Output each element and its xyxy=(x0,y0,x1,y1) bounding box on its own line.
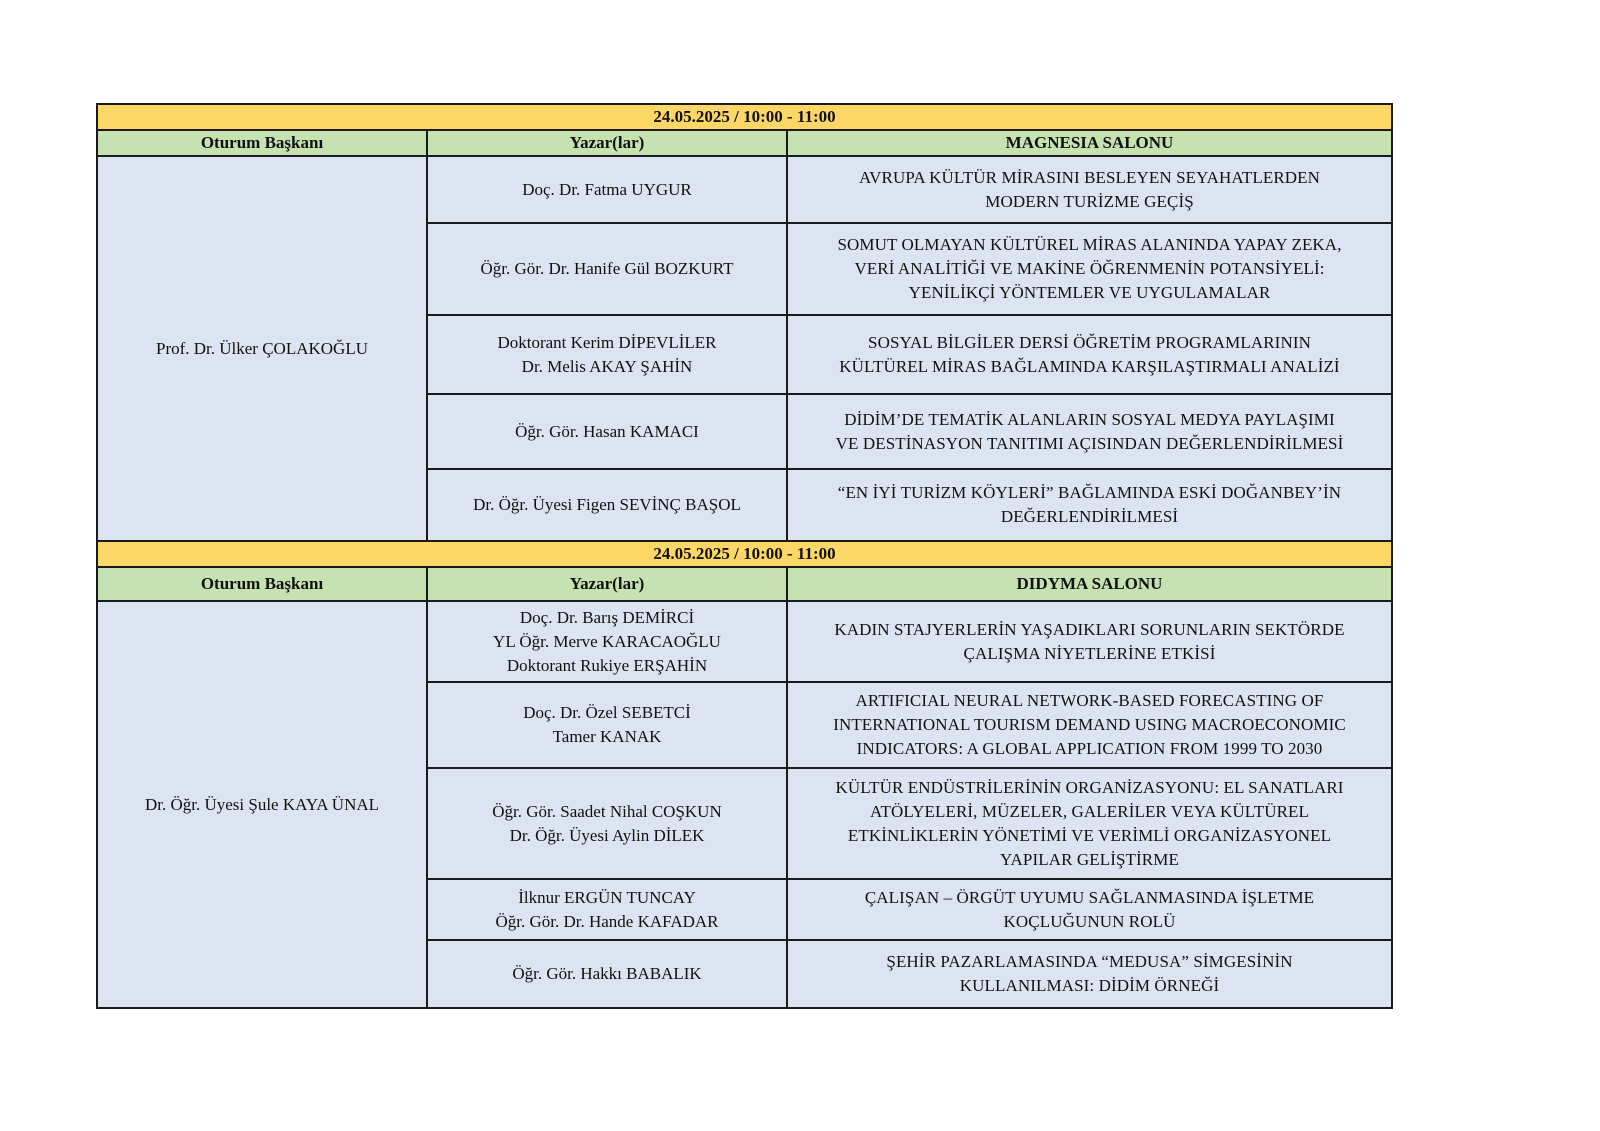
paper-title: ARTIFICIAL NEURAL NETWORK-BASED FORECASTING OF INTERNATIONAL TOURISM DEMAND USING MACROECONOMIC INDICATORS: A GLOBAL APPLICATION FROM 1999 TO 2030 xyxy=(787,682,1392,768)
paper-authors: Öğr. Gör. Dr. Hanife Gül BOZKURT xyxy=(427,223,787,315)
paper-title: KADIN STAJYERLERİN YAŞADIKLARI SORUNLARIN SEKTÖRDE ÇALIŞMA NİYETLERİNE ETKİSİ xyxy=(787,601,1392,682)
authors-column-header: Yazar(lar) xyxy=(427,567,787,601)
chair-column-header: Oturum Başkanı xyxy=(97,130,427,156)
paper-row xyxy=(97,156,1392,223)
paper-title: “EN İYİ TURİZM KÖYLERİ” BAĞLAMINDA ESKİ DOĞANBEY’İN DEĞERLENDİRİLMESİ xyxy=(787,469,1392,541)
paper-authors: Öğr. Gör. Saadet Nihal COŞKUN Dr. Öğr. Üyesi Aylin DİLEK xyxy=(427,768,787,879)
paper-authors: Doktorant Kerim DİPEVLİLER Dr. Melis AKAY ŞAHİN xyxy=(427,315,787,394)
paper-authors: Doç. Dr. Fatma UYGUR xyxy=(427,156,787,223)
session-datetime: 24.05.2025 / 10:00 - 11:00 xyxy=(97,541,1392,567)
paper-authors: Öğr. Gör. Hasan KAMACI xyxy=(427,394,787,469)
paper-title: ÇALIŞAN – ÖRGÜT UYUMU SAĞLANMASINDA İŞLETME KOÇLUĞUNUN ROLÜ xyxy=(787,879,1392,940)
paper-row xyxy=(97,601,1392,682)
paper-authors: Doç. Dr. Barış DEMİRCİ YL Öğr. Merve KARACAOĞLU Doktorant Rukiye ERŞAHİN xyxy=(427,601,787,682)
paper-title: SOSYAL BİLGİLER DERSİ ÖĞRETİM PROGRAMLARININ KÜLTÜREL MİRAS BAĞLAMINDA KARŞILAŞTIRMALI ANALİZİ xyxy=(787,315,1392,394)
paper-authors: Öğr. Gör. Hakkı BABALIK xyxy=(427,940,787,1008)
session-header-row xyxy=(97,130,1392,156)
session-datetime: 24.05.2025 / 10:00 - 11:00 xyxy=(97,104,1392,130)
paper-authors: Dr. Öğr. Üyesi Figen SEVİNÇ BAŞOL xyxy=(427,469,787,541)
hall-name: DIDYMA SALONU xyxy=(787,567,1392,601)
hall-name: MAGNESIA SALONU xyxy=(787,130,1392,156)
authors-column-header: Yazar(lar) xyxy=(427,130,787,156)
session-date-row xyxy=(97,541,1392,567)
session-chair: Dr. Öğr. Üyesi Şule KAYA ÜNAL xyxy=(97,601,427,1008)
session-schedule-table xyxy=(96,103,1393,1009)
paper-title: SOMUT OLMAYAN KÜLTÜREL MİRAS ALANINDA YAPAY ZEKA, VERİ ANALİTİĞİ VE MAKİNE ÖĞRENMENİN POTANSİYELİ: YENİLİKÇİ YÖNTEMLER VE UYGULAMALAR xyxy=(787,223,1392,315)
paper-title: DİDİM’DE TEMATİK ALANLARIN SOSYAL MEDYA PAYLAŞIMI VE DESTİNASYON TANITIMI AÇISINDAN DEĞERLENDİRİLMESİ xyxy=(787,394,1392,469)
paper-title: KÜLTÜR ENDÜSTRİLERİNİN ORGANİZASYONU: EL SANATLARI ATÖLYELERİ, MÜZELER, GALERİLER VEYA KÜLTÜREL ETKİNLİKLERİN YÖNETİMİ VE VERİMLİ ORGANİZASYONEL YAPILAR GELİŞTİRME xyxy=(787,768,1392,879)
paper-authors: İlknur ERGÜN TUNCAY Öğr. Gör. Dr. Hande KAFADAR xyxy=(427,879,787,940)
session-chair: Prof. Dr. Ülker ÇOLAKOĞLU xyxy=(97,156,427,541)
paper-title: AVRUPA KÜLTÜR MİRASINI BESLEYEN SEYAHATLERDEN MODERN TURİZME GEÇİŞ xyxy=(787,156,1392,223)
paper-authors: Doç. Dr. Özel SEBETCİ Tamer KANAK xyxy=(427,682,787,768)
paper-title: ŞEHİR PAZARLAMASINDA “MEDUSA” SİMGESİNİN KULLANILMASI: DİDİM ÖRNEĞİ xyxy=(787,940,1392,1008)
session-header-row xyxy=(97,567,1392,601)
chair-column-header: Oturum Başkanı xyxy=(97,567,427,601)
session-date-row xyxy=(97,104,1392,130)
